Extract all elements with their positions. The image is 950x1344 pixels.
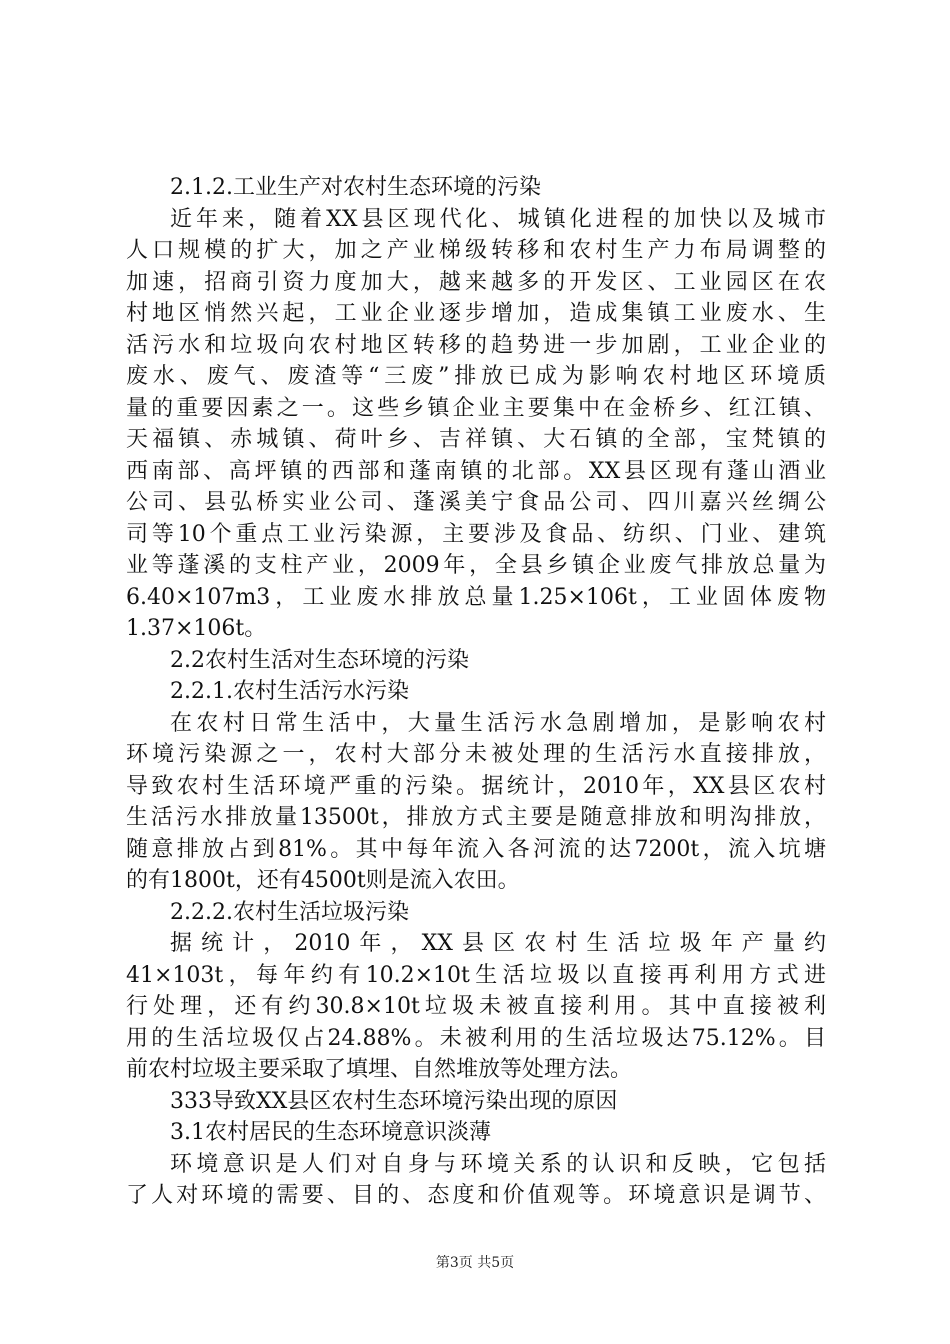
section-heading: 3.1农村居民的生态环境意识淡薄 (170, 1120, 491, 1145)
paragraph-line: 了人对环境的需要、目的、态度和价值观等。环境意识是调节、 (126, 1183, 826, 1208)
paragraph-line: 行处理，还有约30.8×10t垃圾未被直接利用。其中直接被利 (126, 994, 826, 1019)
paragraph-line: 村地区悄然兴起，工业企业逐步增加，造成集镇工业废水、生 (126, 301, 826, 326)
section-heading: 2.1.2.工业生产对农村生态环境的污染 (170, 175, 541, 200)
section-heading: 333导致XX县区农村生态环境污染出现的原因 (170, 1088, 618, 1114)
paragraph-line: 环境污染源之一，农村大部分未被处理的生活污水直接排放， (126, 742, 826, 767)
paragraph-line: 业等蓬溪的支柱产业，2009年，全县乡镇企业废气排放总量为 (126, 553, 826, 578)
paragraph-line: 41×103t，每年约有10.2×10t生活垃圾以直接再利用方式进 (126, 962, 826, 988)
paragraph-line: 人口规模的扩大，加之产业梯级转移和农村生产力布局调整的 (126, 238, 826, 263)
paragraph-line: 生活污水排放量13500t，排放方式主要是随意排放和明沟排放， (126, 805, 826, 830)
paragraph-line: 6.40×107m3，工业废水排放总量1.25×106t，工业固体废物 (126, 584, 826, 610)
paragraph-line: 西南部、高坪镇的西部和蓬南镇的北部。XX县区现有蓬山酒业 (126, 458, 826, 484)
paragraph-line: 环境意识是人们对自身与环境关系的认识和反映，它包括 (170, 1151, 826, 1177)
paragraph-line: 随意排放占到81%。其中每年流入各河流的达7200t，流入坑塘 (126, 836, 826, 862)
paragraph-line: 活污水和垃圾向农村地区转移的趋势进一步加剧，工业企业的 (126, 332, 826, 358)
paragraph-line: 1.37×106t。 (126, 616, 267, 641)
paragraph-line: 在农村日常生活中，大量生活污水急剧增加，是影响农村 (170, 710, 826, 736)
paragraph-line: 量的重要因素之一。这些乡镇企业主要集中在金桥乡、红江镇、 (126, 395, 826, 421)
paragraph-line: 司等10个重点工业污染源，主要涉及食品、纺织、门业、建筑 (126, 521, 826, 547)
paragraph-line: 用的生活垃圾仅占24.88%。未被利用的生活垃圾达75.12%。目 (126, 1025, 826, 1051)
paragraph-line: 天福镇、赤城镇、荷叶乡、吉祥镇、大石镇的全部，宝梵镇的 (126, 427, 826, 452)
paragraph-line: 的有1800t，还有4500t则是流入农田。 (126, 868, 520, 893)
paragraph-line: 加速，招商引资力度加大，越来越多的开发区、工业园区在农 (126, 269, 826, 295)
paragraph-line: 据统计，2010年，XX县区农村生活垃圾年产量约 (170, 931, 826, 956)
document-body (126, 172, 826, 1212)
page-footer: 第3页 共5页 (435, 1255, 515, 1271)
paragraph-line: 公司、县弘桥实业公司、蓬溪美宁食品公司、四川嘉兴丝绸公 (126, 490, 826, 515)
paragraph-line: 导致农村生活环境严重的污染。据统计，2010年，XX县区农村 (126, 773, 826, 799)
section-heading: 2.2.1.农村生活污水污染 (170, 679, 409, 704)
paragraph-line: 废水、废气、废渣等“三废”排放已成为影响农村地区环境质 (126, 364, 826, 389)
paragraph-line: 前农村垃圾主要采取了填埋、自然堆放等处理方法。 (126, 1057, 633, 1082)
paragraph-line: 近年来，随着XX县区现代化、城镇化进程的加快以及城市 (170, 206, 826, 232)
section-heading: 2.2.2.农村生活垃圾污染 (170, 899, 409, 925)
section-heading: 2.2农村生活对生态环境的污染 (170, 647, 469, 673)
